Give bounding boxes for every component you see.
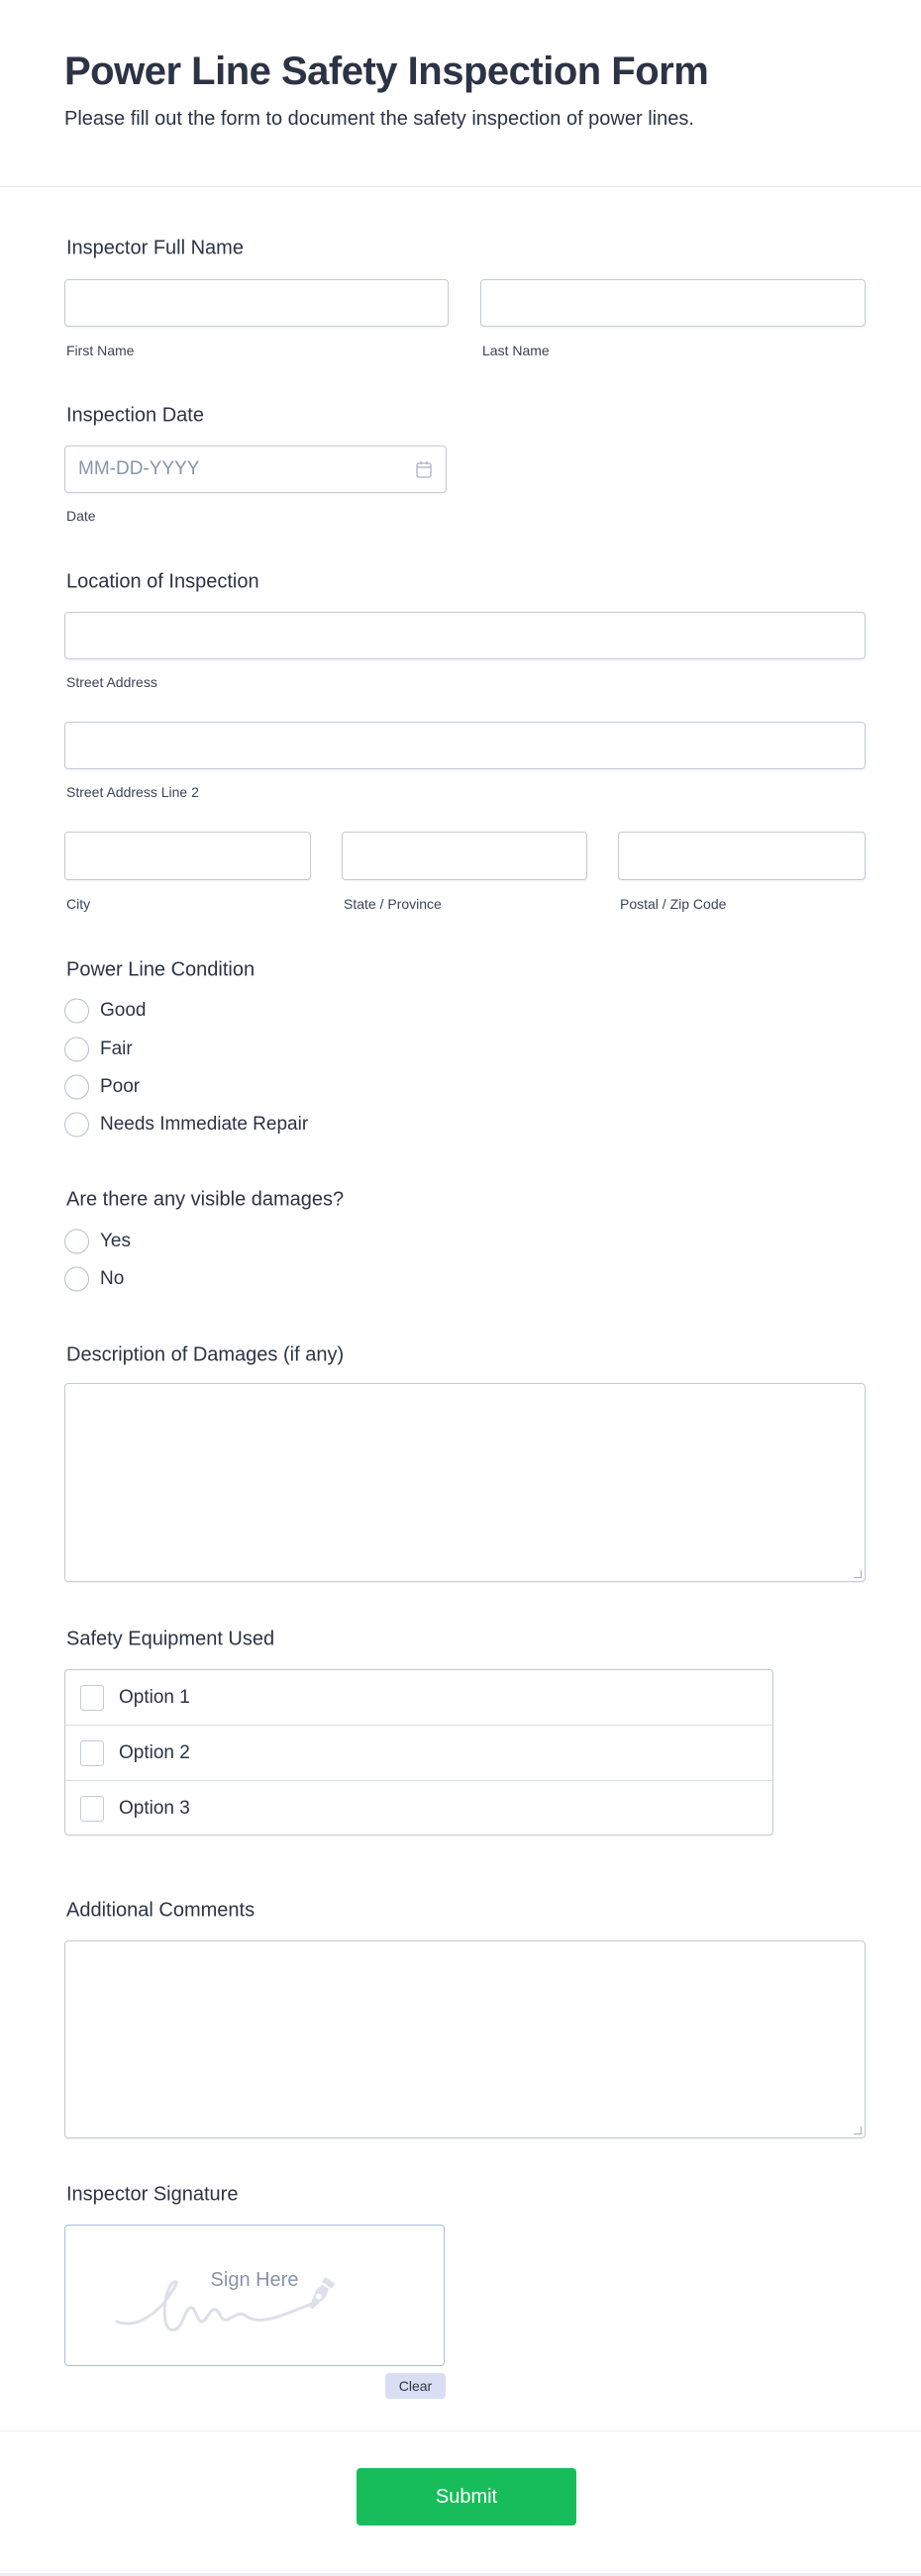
date-input[interactable] xyxy=(64,446,447,493)
checkbox-label[interactable]: Option 1 xyxy=(119,1686,190,1708)
first-name-input[interactable] xyxy=(64,279,449,327)
radio-no[interactable] xyxy=(64,1267,89,1292)
inspection-date-label: Inspection Date xyxy=(66,404,204,427)
last-name-sublabel: Last Name xyxy=(482,343,550,358)
calendar-icon[interactable] xyxy=(416,460,432,478)
street-address-2-input[interactable] xyxy=(64,722,866,769)
checkbox-label[interactable]: Option 2 xyxy=(119,1741,190,1763)
radio-label[interactable]: Fair xyxy=(100,1039,133,1059)
zip-input[interactable] xyxy=(618,832,866,880)
date-placeholder: MM-DD-YYYY xyxy=(78,458,200,479)
checkbox[interactable] xyxy=(80,1685,104,1711)
city-input[interactable] xyxy=(64,832,311,880)
radio-label[interactable]: Good xyxy=(100,1000,147,1021)
radio-needs-repair[interactable] xyxy=(64,1113,89,1138)
clear-signature-button[interactable]: Clear xyxy=(385,2373,446,2399)
radio-poor[interactable] xyxy=(64,1075,89,1100)
radio-good[interactable] xyxy=(64,999,89,1024)
street-address-2-sublabel: Street Address Line 2 xyxy=(66,784,199,800)
city-sublabel: City xyxy=(66,896,91,912)
description-textarea[interactable] xyxy=(64,1383,866,1582)
submit-button[interactable]: Submit xyxy=(357,2468,576,2526)
zip-sublabel: Postal / Zip Code xyxy=(620,896,727,912)
state-input[interactable] xyxy=(342,832,587,880)
first-name-sublabel: First Name xyxy=(66,343,135,358)
checkbox[interactable] xyxy=(80,1740,104,1766)
signature-pen-icon xyxy=(113,2270,400,2339)
location-label: Location of Inspection xyxy=(66,570,259,593)
resize-handle-icon[interactable] xyxy=(854,1570,862,1578)
description-label: Description of Damages (if any) xyxy=(66,1343,345,1366)
radio-label[interactable]: Yes xyxy=(100,1231,131,1251)
radio-label[interactable]: Needs Immediate Repair xyxy=(100,1114,309,1135)
radio-yes[interactable] xyxy=(64,1230,89,1254)
checkbox-label[interactable]: Option 3 xyxy=(119,1798,190,1819)
form-subtitle: Please fill out the form to document the safety inspection of power lines. xyxy=(64,108,694,130)
radio-fair[interactable] xyxy=(64,1038,89,1062)
sign-here-placeholder: Sign Here xyxy=(210,2269,299,2291)
form-title: Power Line Safety Inspection Form xyxy=(64,50,709,93)
street-address-input[interactable] xyxy=(64,612,866,659)
checkbox[interactable] xyxy=(80,1796,104,1822)
checkbox-option-2[interactable] xyxy=(65,1726,772,1781)
radio-label[interactable]: Poor xyxy=(100,1076,141,1097)
street-address-sublabel: Street Address xyxy=(66,674,157,690)
comments-label: Additional Comments xyxy=(66,1899,256,1922)
equipment-checkbox-group xyxy=(64,1669,773,1835)
last-name-input[interactable] xyxy=(480,279,866,327)
signature-pad[interactable] xyxy=(64,2225,445,2366)
radio-label[interactable]: No xyxy=(100,1268,125,1289)
state-sublabel: State / Province xyxy=(344,896,442,912)
resize-handle-icon[interactable] xyxy=(854,2127,862,2134)
comments-textarea[interactable] xyxy=(64,1940,866,2138)
date-sublabel: Date xyxy=(66,508,96,524)
condition-label: Power Line Condition xyxy=(66,958,256,981)
header-divider xyxy=(0,186,921,187)
full-name-label: Inspector Full Name xyxy=(66,237,244,259)
signature-label: Inspector Signature xyxy=(66,2183,239,2206)
footer-divider xyxy=(0,2430,921,2431)
equipment-label: Safety Equipment Used xyxy=(66,1628,275,1650)
checkbox-option-1[interactable] xyxy=(65,1670,772,1726)
damages-label: Are there any visible damages? xyxy=(66,1188,345,1211)
checkbox-option-3[interactable] xyxy=(65,1781,772,1836)
